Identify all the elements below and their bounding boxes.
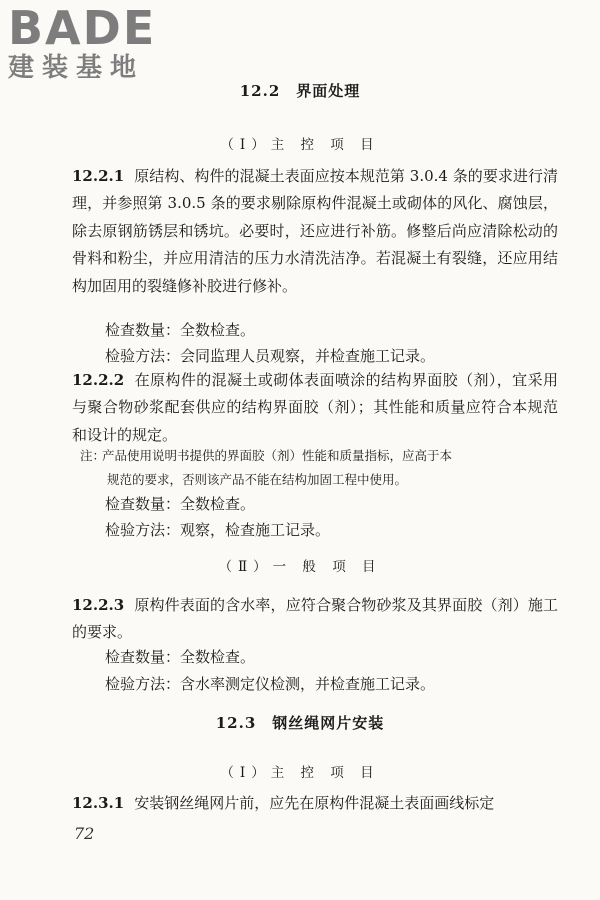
subheading-main-items: （Ⅰ）主 控 项 目 (220, 765, 380, 781)
clause-number: 12.2.1 (72, 167, 125, 185)
subheading-general-items: （Ⅱ）一 般 项 目 (218, 559, 382, 575)
inspection-quantity: 检查数量：全数检查。 (105, 495, 256, 513)
clause-12-2-3 (72, 592, 558, 647)
section-title: 界面处理 (296, 82, 361, 100)
logo-text-en: BADE (8, 1, 157, 55)
clause-number: 12.2.2 (72, 371, 125, 389)
note-label: 注： (80, 448, 106, 463)
clause-text: 在原构件的混凝土或砌体表面喷涂的结构界面胶（剂），宜采用与聚合物砂浆配套供应的结构界面胶（剂）；其性能和质量应符合本规范和设计的规定。 (72, 371, 558, 444)
clause-note (80, 444, 560, 492)
clause-12-2-1 (72, 163, 558, 300)
clause-text: 原构件表面的含水率，应符合聚合物砂浆及其界面胶（剂）施工的要求。 (72, 596, 558, 642)
section-number: 12.2 (239, 82, 281, 100)
inspection-method: 检验方法：会同监理人员观察，并检查施工记录。 (105, 347, 436, 365)
page-number: 72 (74, 824, 95, 843)
section-heading-12-2 (0, 80, 600, 101)
section-heading-12-3 (0, 712, 600, 733)
subheading-main-items: （Ⅰ）主 控 项 目 (220, 137, 380, 153)
clause-12-2-2 (72, 367, 558, 449)
clause-number: 12.3.1 (72, 794, 125, 812)
section-title: 钢丝绳网片安装 (272, 714, 385, 732)
clause-text: 安装钢丝绳网片前，应先在原构件混凝土表面画线标定 (134, 794, 495, 812)
clause-number: 12.2.3 (72, 596, 125, 614)
inspection-method: 检验方法：含水率测定仪检测，并检查施工记录。 (105, 675, 436, 693)
inspection-method: 检验方法：观察，检查施工记录。 (105, 521, 331, 539)
inspection-quantity: 检查数量：全数检查。 (105, 648, 256, 666)
section-number: 12.3 (215, 714, 257, 732)
logo-text-cn: 建装基地 (8, 53, 145, 83)
note-line-1: 产品使用说明书提供的界面胶（剂）性能和质量指标，应高于本 (102, 448, 453, 463)
note-line-2: 规范的要求，否则该产品不能在结构加固工程中使用。 (107, 472, 408, 487)
clause-text: 原结构、构件的混凝土表面应按本规范第 3.0.4 条的要求进行清理，并参照第 3.0.5 条的要求剔除原构件混凝土或砌体的风化、腐蚀层，除去原钢筋锈层和锈坑。必要时，还应进行补筋。修整后尚应清除松动的骨料和粉尘，并应用清洁的压力水清洗洁净。若混凝土有裂缝，还应用结构加固用的裂缝修补胶进行修补。 (72, 167, 558, 295)
clause-12-3-1 (72, 790, 558, 817)
inspection-quantity: 检查数量：全数检查。 (105, 321, 256, 339)
